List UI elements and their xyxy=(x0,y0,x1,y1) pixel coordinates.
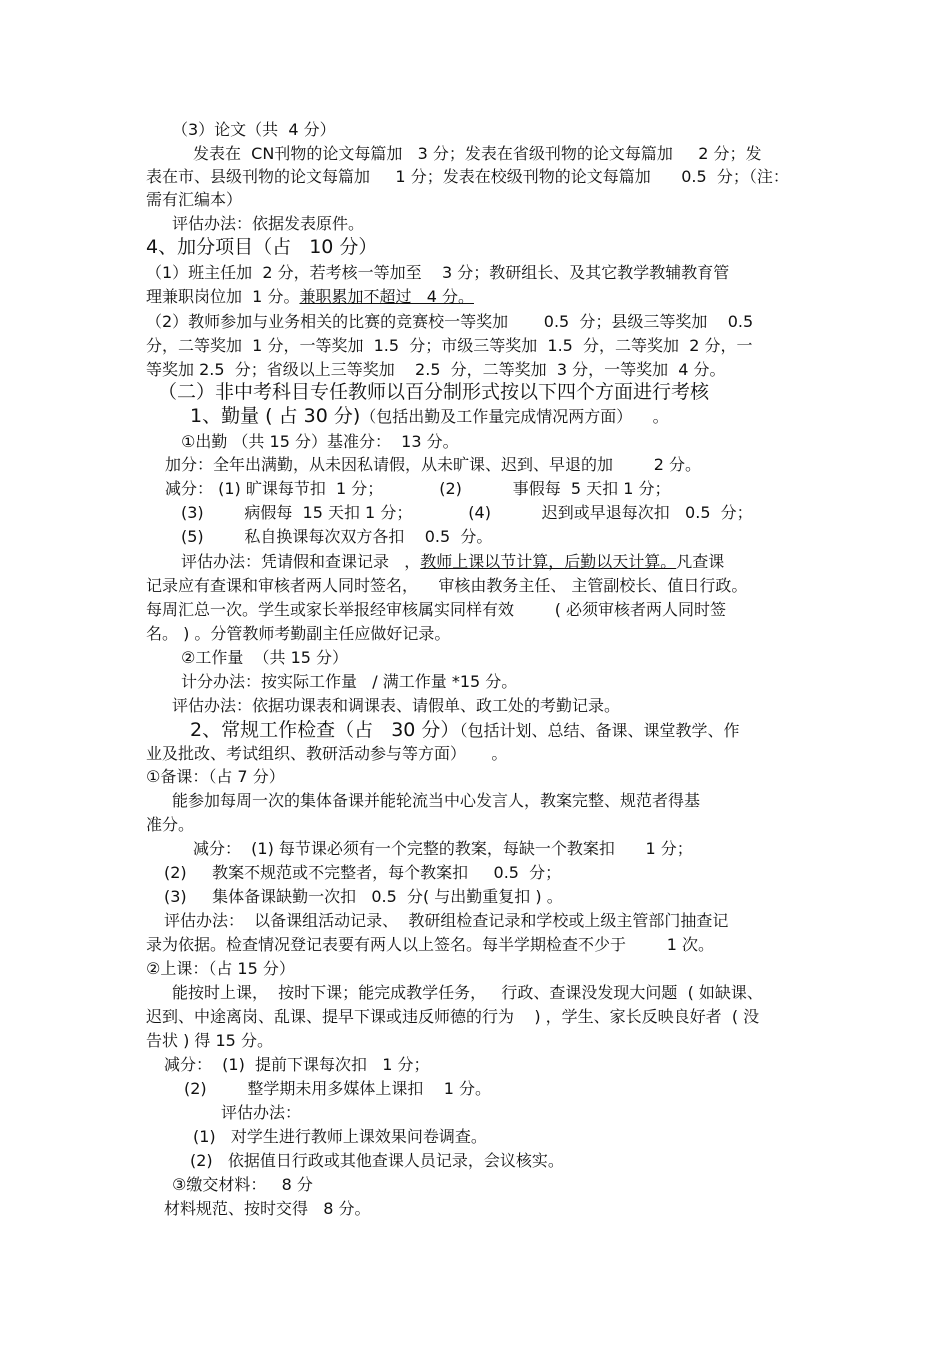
paragraph-line: (5) 私自换课每次双方各扣 0.5 分。 xyxy=(181,527,493,546)
item-heading: ③缴交材料： 8 分 xyxy=(172,1175,313,1194)
paragraph-line: 材料规范、按时交得 8 分。 xyxy=(164,1199,371,1218)
paragraph-line: 表在市、县级刊物的论文每篇加 1 分；发表在校级刊物的论文每篇加 0.5 分；（注： xyxy=(146,167,789,186)
paragraph-line: 等奖加 2.5 分；省级以上三等奖加 2.5 分，二等奖加 3 分，一等奖加 4 分。 xyxy=(146,360,726,379)
underlined-text: 教师上课以节计算，后勤以天计算。 xyxy=(420,552,677,571)
item-heading: ②工作量 （共 15 分） xyxy=(181,648,349,667)
text-segment: 理兼职岗位加 1 分。 xyxy=(146,287,300,306)
paragraph-line: 分，二等奖加 1 分，一等奖加 1.5 分；市级三等奖加 1.5 分，二等奖加 2 分，一 xyxy=(146,336,753,355)
part-2-heading: （二）非中考科目专任教师以百分制形式按以下四个方面进行考核 xyxy=(158,381,710,403)
text-segment: 评估办法：凭请假和查课记录 ， xyxy=(181,552,421,571)
paragraph-line: 录为依据。检查情况登记表要有两人以上签名。每半学期检查不少于 1 次。 xyxy=(146,935,714,954)
paragraph-line: 发表在 CN刊物的论文每篇加 3 分；发表在省级刊物的论文每篇加 2 分；发 xyxy=(193,144,762,163)
heading-text: 1、勤量 ( 占 30 分) xyxy=(190,405,361,427)
paragraph-line: 迟到、中途离岗、乱课、提早下课或违反师德的行为 ) ，学生、家长反映良好者 ( 没 xyxy=(146,1007,760,1026)
paragraph-line: (2) 整学期未用多媒体上课扣 1 分。 xyxy=(184,1079,491,1098)
paragraph-line: (1) 对学生进行教师上课效果问卷调查。 xyxy=(193,1127,487,1146)
paragraph-line: 计分办法：按实际工作量 / 满工作量 *15 分。 xyxy=(181,672,518,691)
heading-note: （包括计划、总结、备课、课堂教学、作 xyxy=(459,721,740,740)
paragraph-line: 加分：全年出满勤，从未因私请假，从未旷课、迟到、早退的加 2 分。 xyxy=(165,455,701,474)
item-heading: ①出勤 （共 15 分）基准分： 13 分。 xyxy=(181,432,459,451)
paragraph-line xyxy=(146,286,474,308)
section-4-heading: 4、加分项目（占 10 分） xyxy=(146,236,378,258)
paragraph-line: 能按时上课， 按时下课；能完成教学任务， 行政、查课没发现大问题 ( 如缺课、 xyxy=(172,983,763,1002)
paragraph-line: （2）教师参加与业务相关的比赛的竞赛校一等奖加 0.5 分；县级三等奖加 0.5 xyxy=(146,312,754,331)
subsection-heading xyxy=(190,405,669,428)
paragraph-line: （1）班主任加 2 分，若考核一等加至 3 分；教研组长、及其它教学教辅教育管 xyxy=(146,263,730,282)
paragraph-line: 告状 ) 得 15 分。 xyxy=(146,1031,273,1050)
paragraph-line: 减分： (1) 旷课每节扣 1 分； (2) 事假每 5 天扣 1 分； xyxy=(165,479,671,498)
heading-note: （包括出勤及工作量完成情况两方面） 。 xyxy=(360,407,669,426)
paragraph-line: (2) 依据值日行政或其他查课人员记录，会议核实。 xyxy=(190,1151,564,1170)
paragraph-line: 减分： (1) 提前下课每次扣 1 分； xyxy=(164,1055,430,1074)
evaluation-method: 评估办法：依据发表原件。 xyxy=(172,214,365,233)
paragraph-line: (2) 教案不规范或不完整者，每个教案扣 0.5 分； xyxy=(164,863,562,882)
paragraph-line: 减分： (1) 每节课必须有一个完整的教案，每缺一个教案扣 1 分； xyxy=(193,839,693,858)
item-heading: ②上课：（占 15 分） xyxy=(146,959,295,978)
text-segment: 凡查课 xyxy=(676,552,725,571)
section-3-heading: （3）论文（共 4 分） xyxy=(172,120,336,139)
heading-text: 2、常规工作检查（占 30 分） xyxy=(190,719,460,741)
paragraph-line: 每周汇总一次。学生或家长举报经审核属实同样有效 ( 必须审核者两人同时签 xyxy=(146,600,727,619)
paragraph-line: 准分。 xyxy=(146,815,195,834)
evaluation-method: 评估办法： xyxy=(221,1103,302,1122)
paragraph-line: 记录应有查课和审核者两人同时签名， 审核由教务主任、 主管副校长、值日行政。 xyxy=(146,576,748,595)
evaluation-method: 评估办法：依据功课表和调课表、请假单、政工处的考勤记录。 xyxy=(172,696,621,715)
paragraph-line: 需有汇编本） xyxy=(146,190,243,209)
paragraph-line: (3) 集体备课缺勤一次扣 0.5 分( 与出勤重复扣 ) 。 xyxy=(164,887,563,906)
evaluation-method: 评估办法： 以备课组活动记录、 教研组检查记录和学校或上级主管部门抽查记 xyxy=(164,911,729,930)
paragraph-line: 业及批改、考试组织、教研活动参与等方面） 。 xyxy=(146,744,508,763)
paragraph-line: (3) 病假每 15 天扣 1 分； (4) 迟到或早退每次扣 0.5 分； xyxy=(181,503,753,522)
underlined-text: 兼职累加不超过 4 分。 xyxy=(299,287,474,306)
paragraph-line: 能参加每周一次的集体备课并能轮流当中心发言人，教案完整、规范者得基 xyxy=(172,791,701,810)
paragraph-line xyxy=(181,551,724,573)
paragraph-line: 名。 ) 。分管教师考勤副主任应做好记录。 xyxy=(146,624,451,643)
item-heading: ①备课：（占 7 分） xyxy=(146,767,285,786)
subsection-heading xyxy=(190,719,739,742)
